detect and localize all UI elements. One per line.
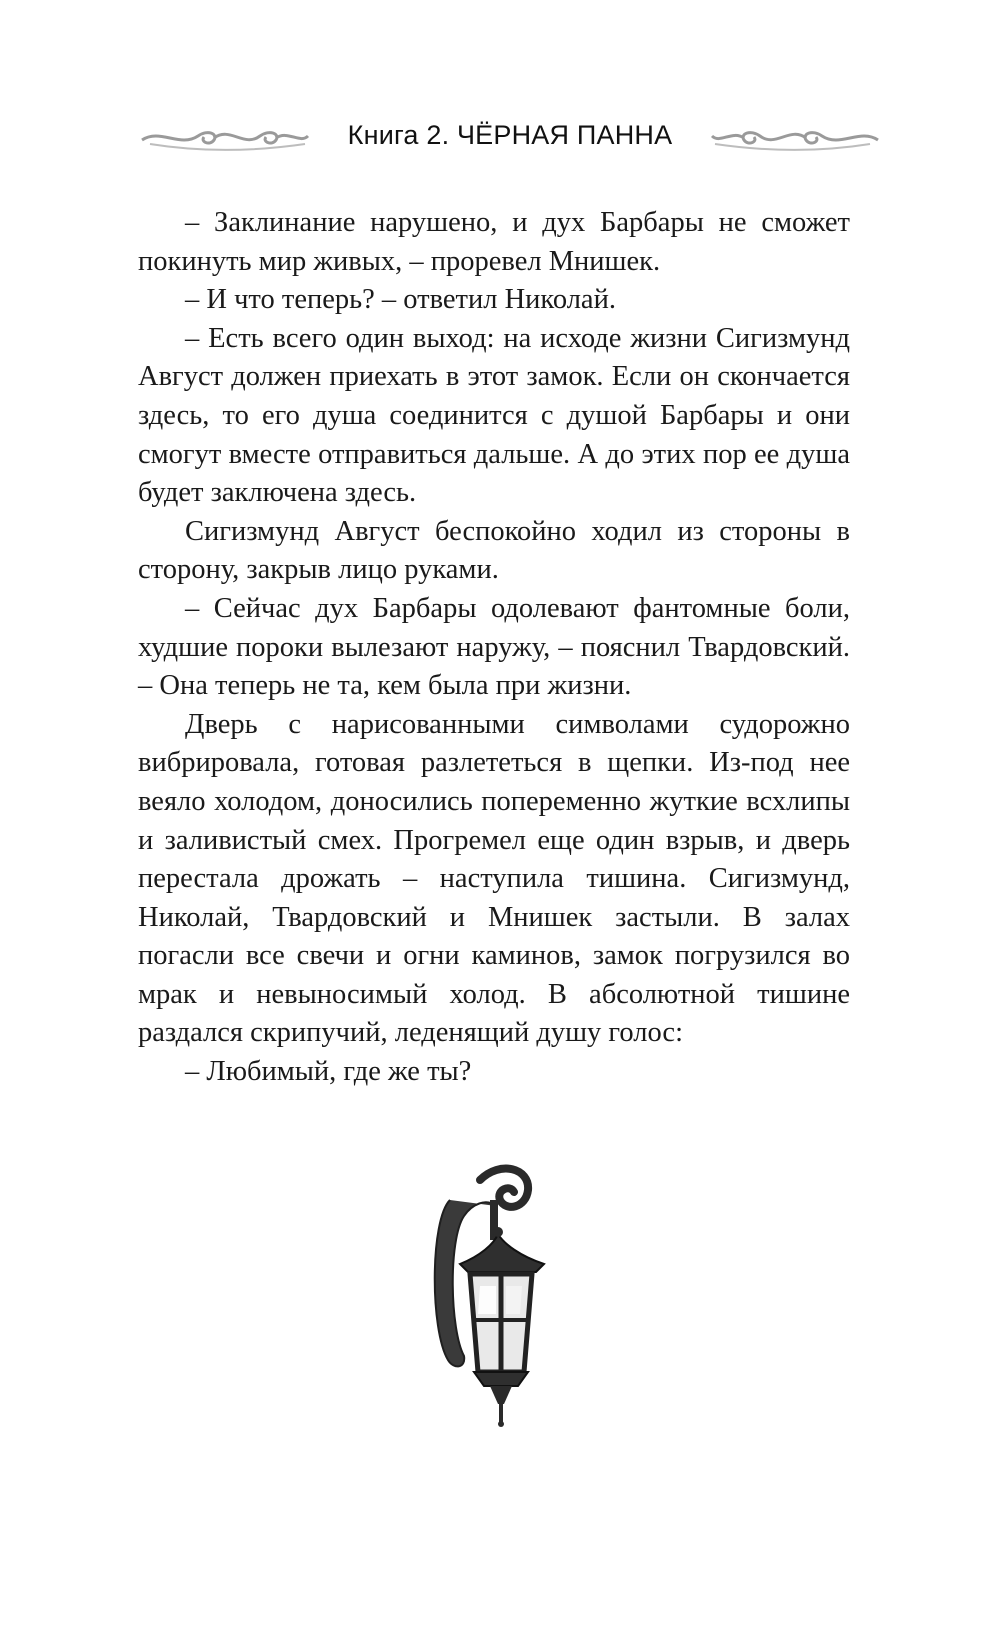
paragraph: – Любимый, где же ты? [185, 1056, 472, 1088]
paragraph: – Заклинание нарушено, и дух Барбары не сможет покинуть мир живых, – проревел Мнишек. [138, 207, 850, 277]
paragraph: – Есть всего один выход: на исходе жизни Сигизмунд Август должен приехать в этот замок. Если он скончается здесь, то его душа соединится с душой Барбары и они смогут вместе отправиться дальше. А до этих пор ее душа будет заключена здесь. [138, 322, 850, 509]
running-header-title: Книга 2. ЧЁРНАЯ ПАННА [347, 120, 673, 150]
paragraph: – И что теперь? – ответил Николай. [185, 284, 616, 316]
scroll-flourish-icon [710, 122, 880, 152]
running-header [140, 118, 880, 158]
paragraph: Сигизмунд Август беспокойно ходил из стороны в сторону, закрыв лицо руками. [138, 515, 850, 586]
page-body-text [138, 204, 850, 1092]
wall-lantern-icon [420, 1160, 570, 1430]
paragraph: – Сейчас дух Барбары одолевают фантомные боли, худшие пороки вылезают наружу, – пояснил Твардовский. – Она теперь не та, кем была при жизни. [138, 592, 850, 702]
paragraph: Дверь с нарисованными символами судорожно вибрировала, готовая разлететься в щепки. Из-под нее веяло холодом, доносились попеременно жуткие всхлипы и заливистый смех. Прогремел еще один взрыв, и дверь перестала дрожать – наступила тишина. Сигизмунд, Николай, Твардовский и Мнишек застыли. В залах погасли все свечи и огни каминов, замок погрузился во мрак и невыносимый холод. В абсолютной тишине раздался скрипучий, леденящий душу голос: [138, 708, 850, 1049]
